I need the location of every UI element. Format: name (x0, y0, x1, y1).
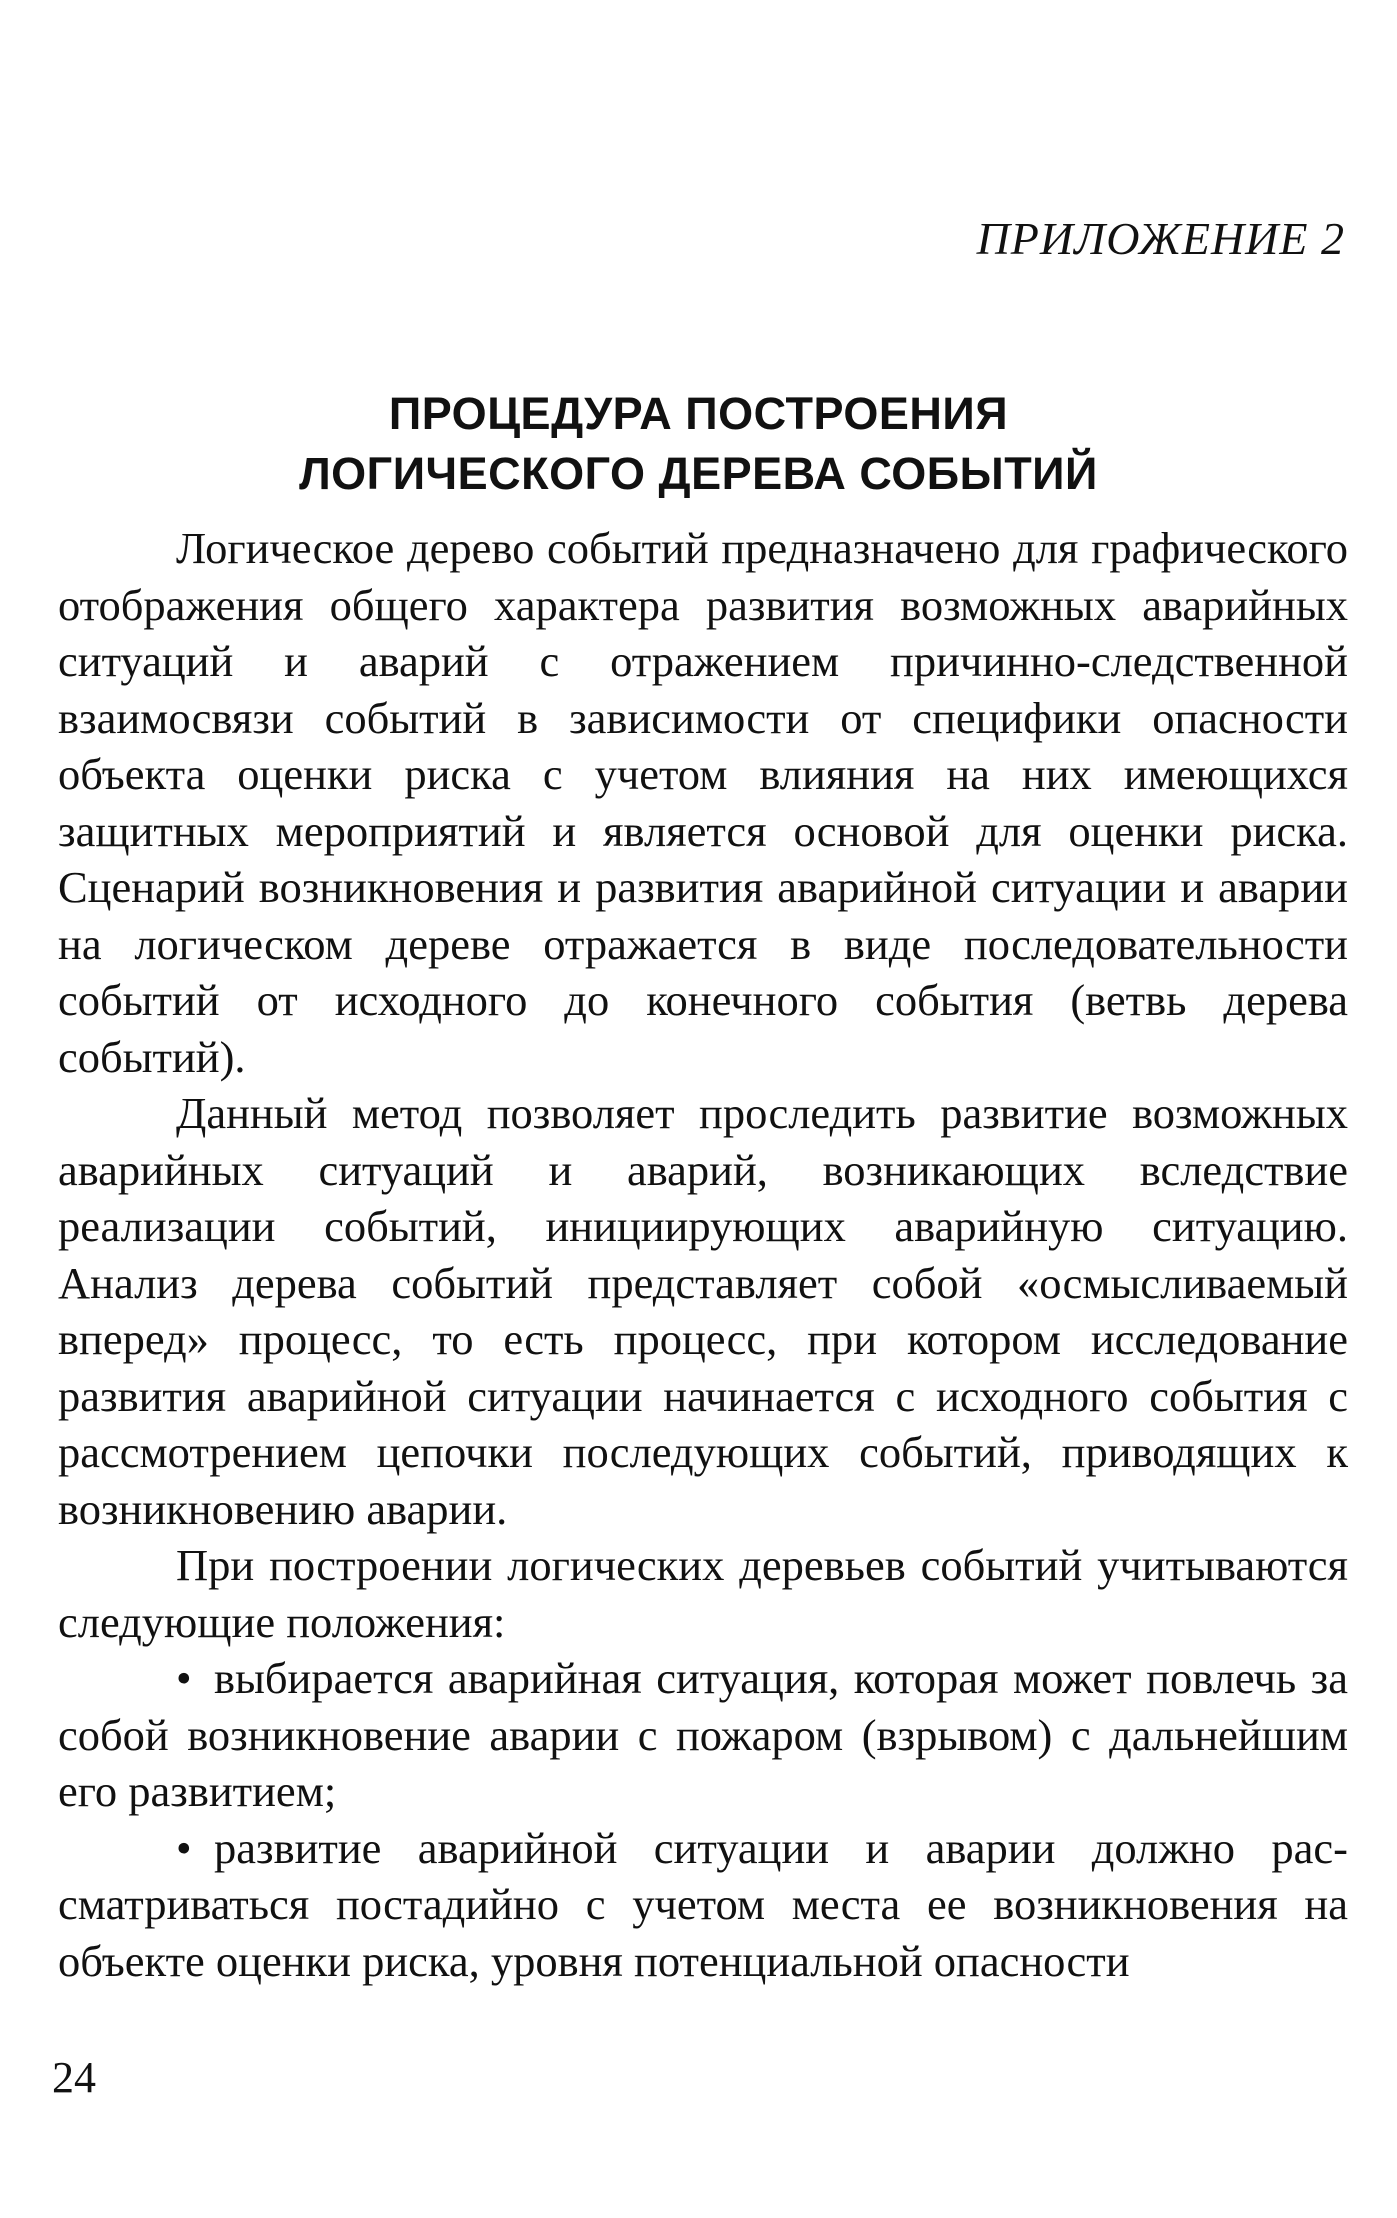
paragraph-3: При построении логических деревьев событий учитываются следующие положения: (58, 1540, 1348, 1647)
bullet-item-1 (58, 1650, 1348, 1820)
paragraph-1: Логическое дерево событий предназначено для графического отображения общего характера развития возможных аварийных ситуаций и аварий с отражением причинно-следственной взаимосвязи событий в зависимости от специфики опасности объекта оценки риска с учетом влияния на них имеющихся защитных мероприятий и является основой для оценки риска. Сценарий возникновения и развития аварийной ситуации и аварии на логическом дереве отражается в виде последовательности событий от исходного до конечного события (ветвь дерева событий). (58, 523, 1348, 1082)
paragraph-2: Данный метод позволяет проследить развитие возможных аварийных ситуаций и аварий, возникающих вследствие реализации событий, инициирующих аварийную ситуацию. Анализ дерева событий представляет собой «осмысливаемый вперед» процесс, то есть процесс, при котором исследование развития аварийной ситуации начинается с исходного события с рассмотрением цепочки последующих событий, приводящих к возникновению аварии. (58, 1088, 1348, 1534)
bullet-item-2-text: развитие аварийной ситуации и аварии должно рассматриваться постадийно с учетом места ее возникновения на объекте оценки риска, уровня потенциальной опасности (58, 1822, 1348, 1986)
page-title (0, 384, 1397, 504)
bullet-dot-icon: • (176, 1822, 192, 1873)
title-line-1: ПРОЦЕДУРА ПОСТРОЕНИЯ (388, 388, 1009, 439)
page-number: 24 (52, 2053, 96, 2102)
title-line-2: ЛОГИЧЕСКОГО ДЕРЕВА СОБЫТИЙ (299, 448, 1098, 499)
bullet-item-1-text: выбирается аварийная ситуация, которая может повлечь за собой возникновение аварии с пожаром (взрывом) с дальнейшим его развитием; (58, 1653, 1348, 1816)
bullet-item-2 (58, 1820, 1348, 1990)
bullet-dot-icon: • (176, 1653, 192, 1703)
body-text (58, 520, 1348, 1989)
appendix-label: ПРИЛОЖЕНИЕ 2 (976, 213, 1345, 264)
